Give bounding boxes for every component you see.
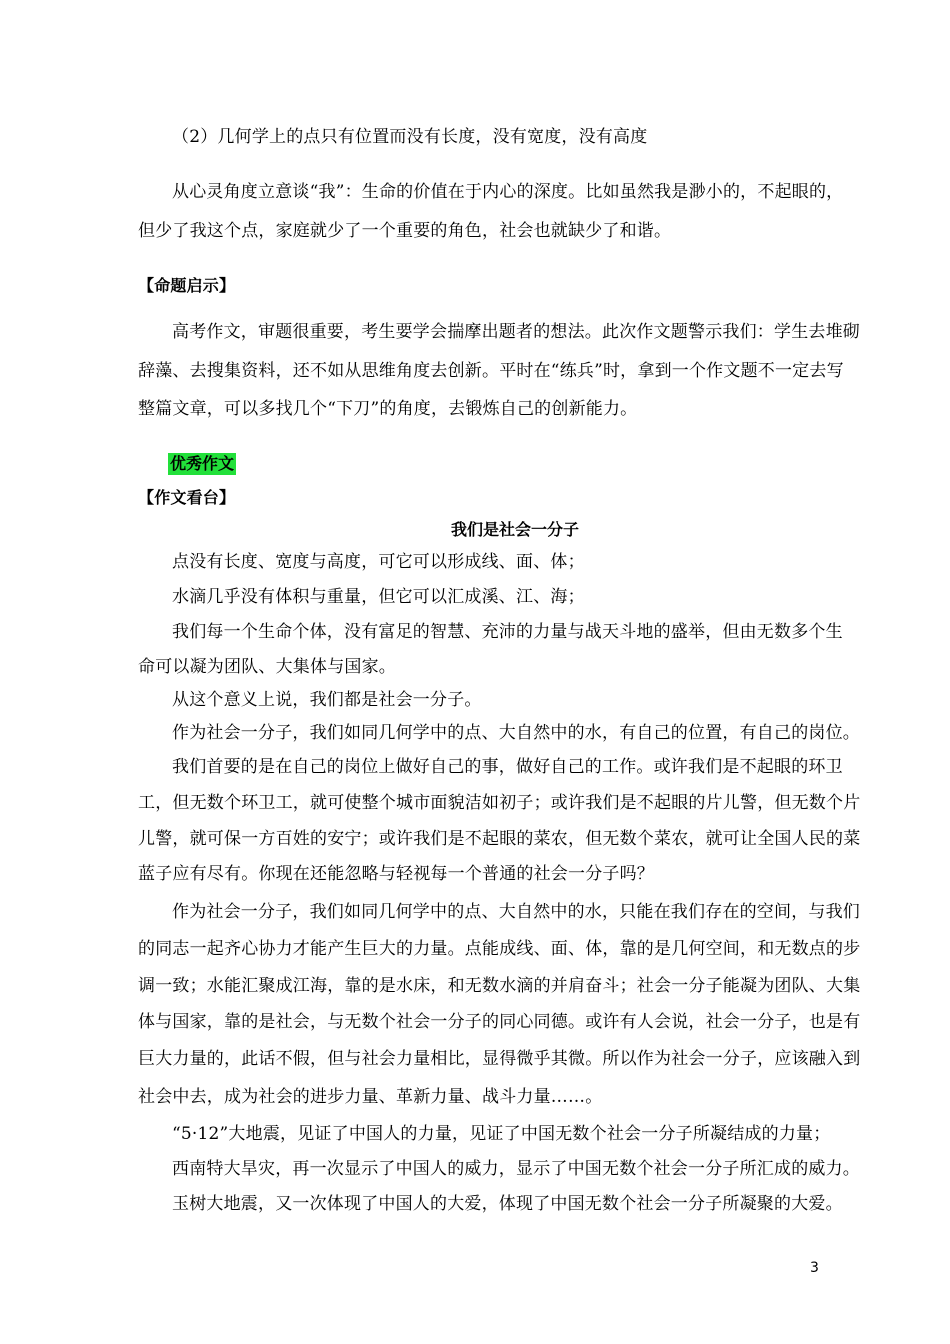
essay-line: 作为社会一分子，我们如同几何学中的点、大自然中的水，只能在我们存在的空间，与我们 bbox=[172, 902, 860, 922]
essay-line: 社会中去，成为社会的进步力量、革新力量、战斗力量……。 bbox=[138, 1087, 603, 1107]
body-line: 整篇文章，可以多找几个“下刀”的角度，去锻炼自己的创新能力。 bbox=[138, 399, 638, 419]
essay-line: “5·12”大地震，见证了中国人的力量，见证了中国无数个社会一分子所凝结成的力量； bbox=[172, 1124, 831, 1144]
essay-line: 儿警，就可保一方百姓的安宁；或许我们是不起眼的菜农，但无数个菜农，就可让全国人民的菜 bbox=[138, 829, 861, 849]
essay-line: 的同志一起齐心协力才能产生巨大的力量。点能成线、面、体，靠的是几何空间，和无数点的步 bbox=[138, 939, 861, 959]
essay-line: 命可以凝为团队、大集体与国家。 bbox=[138, 657, 396, 677]
excellent-essay-badge: 优秀作文 bbox=[170, 454, 235, 473]
essay-line: 蓝子应有尽有。你现在还能忽略与轻视每一个普通的社会一分子吗？ bbox=[138, 864, 654, 884]
body-line: 辞藻、去搜集资料，还不如从思维角度去创新。平时在“练兵”时，拿到一个作文题不一定去写 bbox=[138, 361, 844, 381]
body-line: 高考作文，审题很重要，考生要学会揣摩出题者的想法。此次作文题警示我们：学生去堆砌 bbox=[172, 322, 860, 342]
essay-line: 点没有长度、宽度与高度，可它可以形成线、面、体； bbox=[172, 552, 585, 572]
essay-title: 我们是社会一分子 bbox=[450, 520, 579, 539]
section-heading-inspiration: 【命题启示】 bbox=[138, 276, 236, 295]
body-line: 但少了我这个点，家庭就少了一个重要的角色，社会也就缺少了和谐。 bbox=[138, 221, 672, 241]
section-heading-essay: 【作文看台】 bbox=[138, 488, 236, 507]
essay-line: 西南特大旱灾，再一次显示了中国人的威力，显示了中国无数个社会一分子所汇成的威力。 bbox=[172, 1159, 860, 1179]
body-line: 从心灵角度立意谈“我”：生命的价值在于内心的深度。比如虽然我是渺小的，不起眼的， bbox=[172, 182, 844, 202]
essay-line: 从这个意义上说，我们都是社会一分子。 bbox=[172, 690, 482, 710]
essay-line: 工，但无数个环卫工，就可使整个城市面貌洁如初子；或许我们是不起眼的片儿警，但无数个片 bbox=[138, 793, 861, 813]
essay-line: 巨大力量的，此话不假，但与社会力量相比，显得微乎其微。所以作为社会一分子，应该融入到 bbox=[138, 1049, 861, 1069]
page-number: 3 bbox=[810, 1260, 819, 1276]
essay-line: 水滴几乎没有体积与重量，但它可以汇成溪、江、海； bbox=[172, 587, 585, 607]
essay-line: 体与国家，靠的是社会，与无数个社会一分子的同心同德。或许有人会说，社会一分子，也是有 bbox=[138, 1012, 861, 1032]
essay-line: 我们首要的是在自己的岗位上做好自己的事，做好自己的工作。或许我们是不起眼的环卫 bbox=[172, 757, 843, 777]
essay-line: 调一致；水能汇聚成江海，靠的是水床，和无数水滴的并肩奋斗；社会一分子能凝为团队、大集 bbox=[138, 976, 861, 996]
essay-line: 作为社会一分子，我们如同几何学中的点、大自然中的水，有自己的位置，有自己的岗位。 bbox=[172, 723, 860, 743]
point-2-line: （2）几何学上的点只有位置而没有长度，没有宽度，没有高度 bbox=[172, 127, 648, 147]
essay-line: 我们每一个生命个体，没有富足的智慧、充沛的力量与战天斗地的盛举，但由无数多个生 bbox=[172, 622, 843, 642]
essay-line: 玉树大地震，又一次体现了中国人的大爱，体现了中国无数个社会一分子所凝聚的大爱。 bbox=[172, 1194, 843, 1214]
